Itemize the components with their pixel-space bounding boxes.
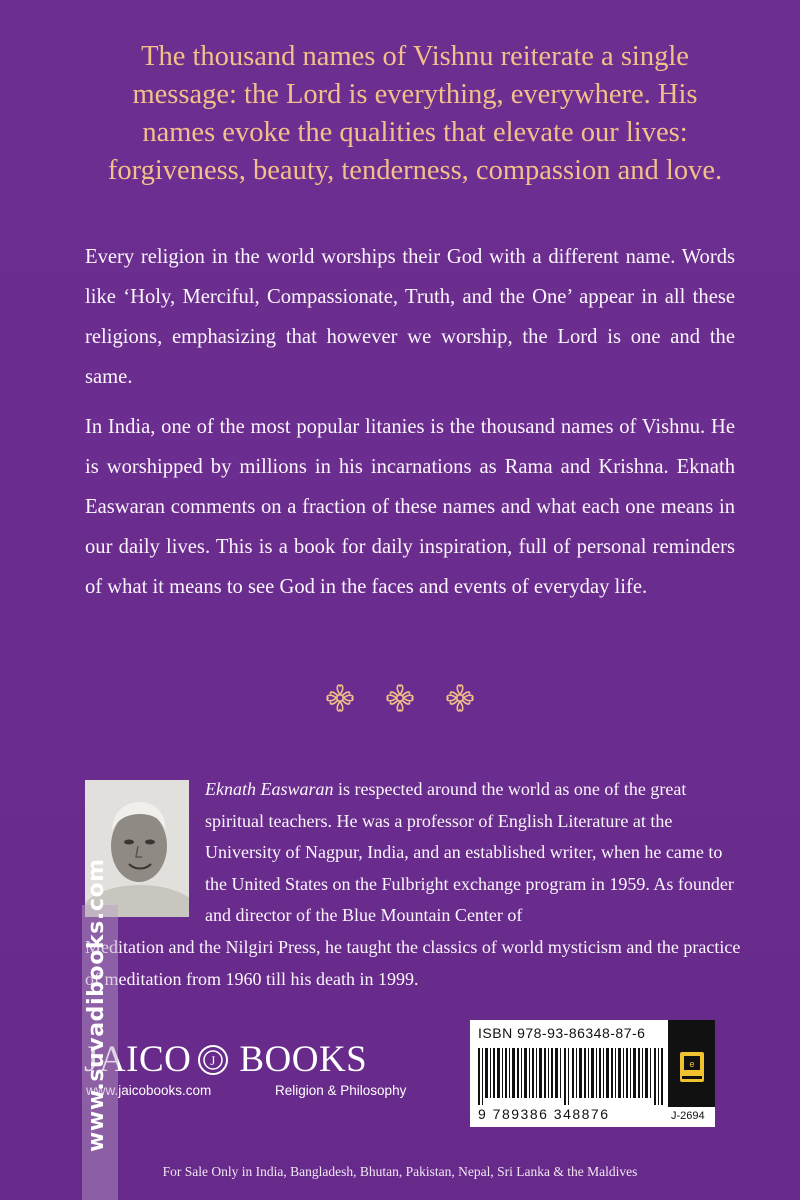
- description-paragraph-1: Every religion in the world worships their God with a different name. Words like ‘Holy, Merciful, Compassionate, Truth, and the One’ appear in all these religions, emphasizing that however we worship, the Lord is one and the same.: [85, 246, 735, 388]
- author-bio-continued: Meditation and the Nilgiri Press, he taught the classics of world mysticism and the practice of meditation from 1960 till his death in 1999.: [85, 937, 741, 989]
- book-code: J-2694: [671, 1110, 705, 1122]
- tagline: The thousand names of Vishnu reiterate a single message: the Lord is everything, everywhere. His names evoke the qualities that elevate our lives: forgiveness, beauty, tenderness, compassion and love.: [107, 41, 723, 186]
- publisher-logo: [84, 1038, 367, 1081]
- ebook-icon: [678, 1050, 706, 1086]
- isbn-label: ISBN 978-93-86348-87-6: [478, 1025, 646, 1041]
- description-paragraph-2: In India, one of the most popular litanies is the thousand names of Vishnu. He is worshipped by millions in his incarnations as Rama and Krishna. Eknath Easwaran comments on a fraction of these names and what each one means in our daily lives. This is a book for daily inspiration, full of personal reminders of what it means to see God in the faces and events of everyday life.: [85, 416, 735, 598]
- publisher-url: www.jaicobooks.com: [86, 1083, 212, 1098]
- svg-text:e: e: [689, 1059, 695, 1069]
- flower-ornament-icon: [380, 678, 420, 718]
- barcode-digits: 9 789386 348876: [478, 1106, 610, 1122]
- watermark: www.suvadibooks.com: [84, 858, 109, 1152]
- author-bio-text: is respected around the world as one of the great spiritual teachers. He was a professor of English Literature at the University of Nagpur, India, and an established writer, when he came to the United States on the Fulbright exchange program in 1959. As founder and director of the Blue Mountain Center of: [205, 779, 734, 925]
- publisher-name-left: JAICO: [84, 1039, 192, 1080]
- author-bio: [205, 774, 745, 932]
- publisher-name-right: BOOKS: [239, 1039, 368, 1080]
- author-name: Eknath Easwaran: [205, 779, 334, 799]
- sales-territory-note: For Sale Only in India, Bangladesh, Bhutan, Pakistan, Nepal, Sri Lanka & the Maldives: [162, 1164, 638, 1179]
- barcode-icon: [478, 1048, 663, 1105]
- flower-ornament-icon: [440, 678, 480, 718]
- svg-text:J: J: [210, 1052, 217, 1068]
- flower-ornament-icon: [320, 678, 360, 718]
- book-category: Religion & Philosophy: [275, 1083, 407, 1098]
- jaico-logo-icon: [197, 1044, 229, 1076]
- ornament-divider: [320, 678, 480, 718]
